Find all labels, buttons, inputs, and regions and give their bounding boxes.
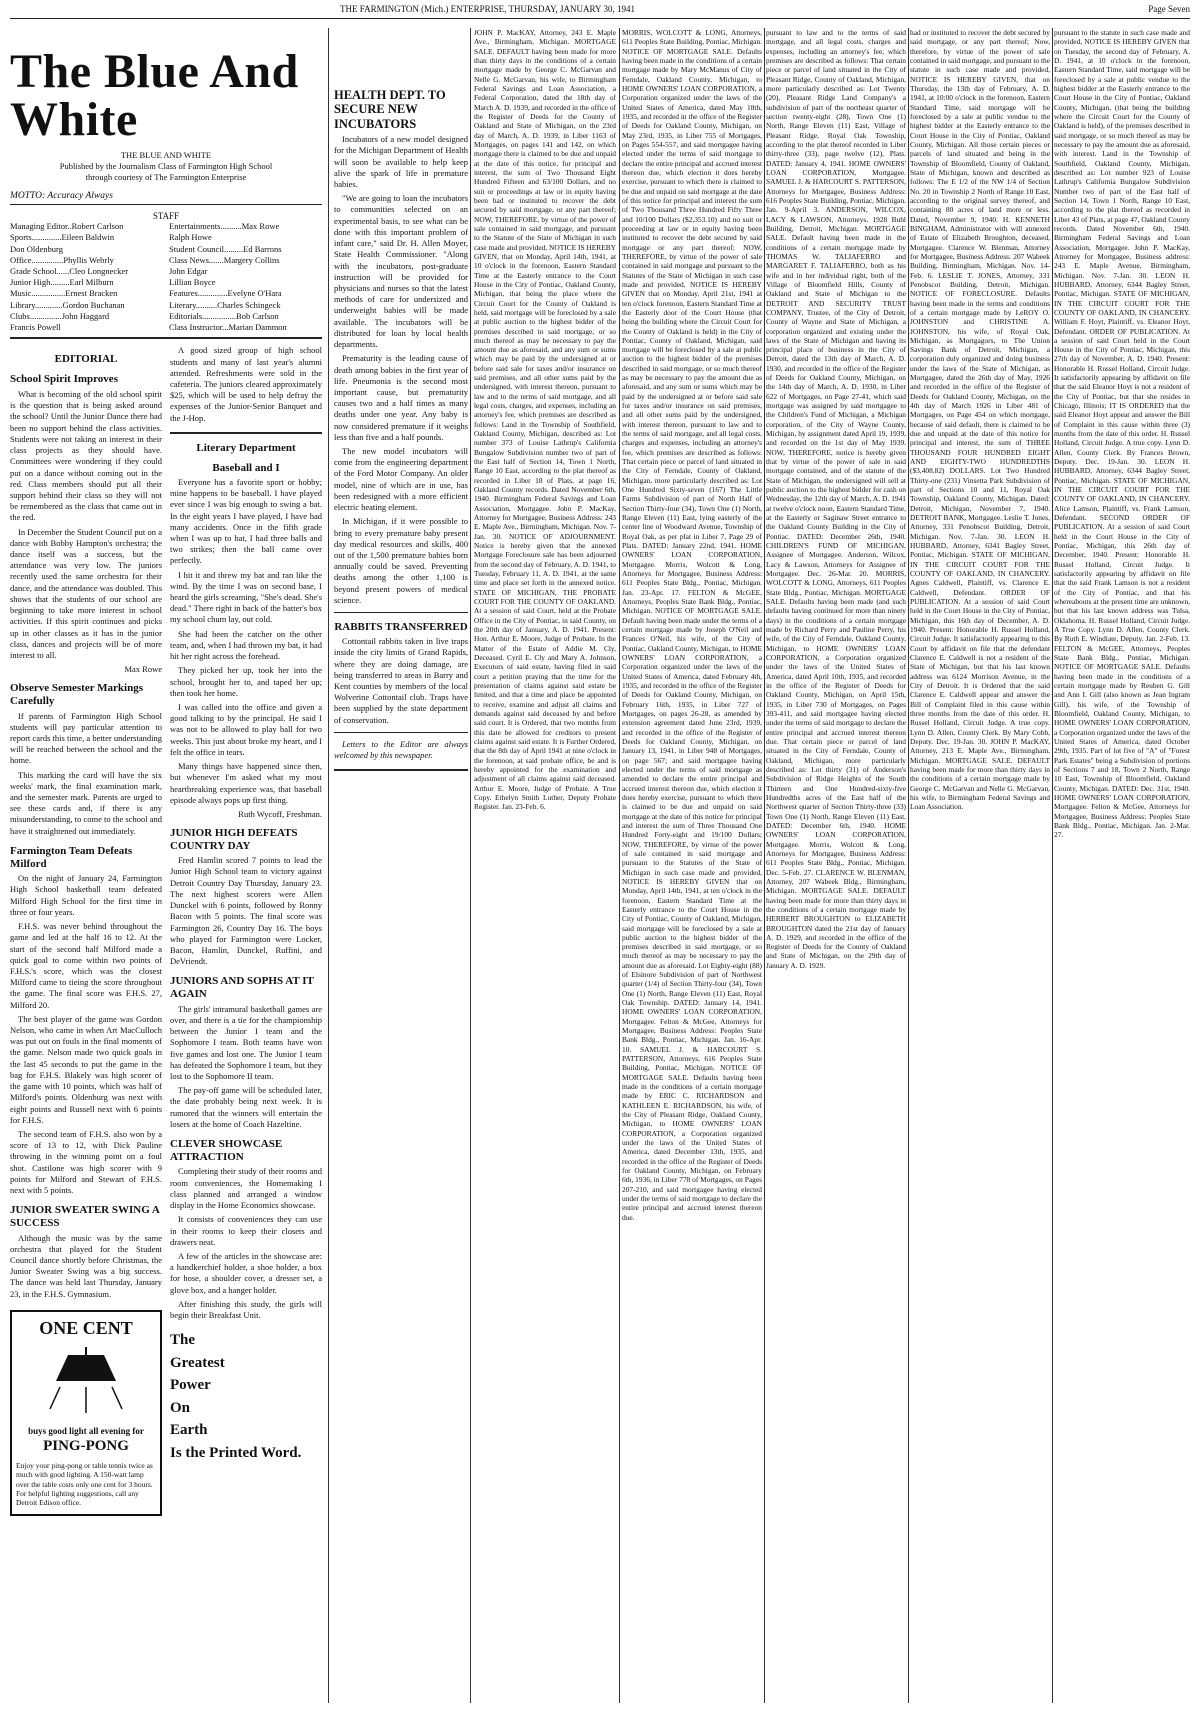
paragraph: Incubators of a new model designed for the Michigan Department of Health will soon be available to help keep alive the spark of life in premature babies. — [334, 134, 468, 189]
paragraph: I hit it and threw my bat and ran like the wind. By the time I was on second base, I heard the girls screaming, "She's dead. She's dead." There right in back of the batter's box my school chum lay, out cold. — [170, 569, 322, 625]
printed-word-slogan — [170, 1329, 322, 1464]
health-news-column — [334, 28, 468, 1703]
slogan-line: Is the Printed Word. — [170, 1444, 302, 1461]
paragraph: Prematurity is the leading cause of death among babies in the first year of life. Pneumonia is the second most important cause, but prematurity causes two and a half times as many deaths under one year. Any baby is now considered premature if it weighs less than five and a half pounds. — [334, 353, 468, 442]
column-rule — [764, 28, 765, 1703]
masthead-motto: MOTTO: Accuracy Always — [10, 191, 322, 205]
paragraph: She had been the catcher on the other team, and, when I had thrown my bat, it had hit her right across the forehead. — [170, 628, 322, 662]
paragraph: On the night of January 24, Farmington High School basketball team defeated Milford High School for the first time in three or four years. — [10, 873, 162, 917]
paragraph: "We are going to loan the incubators to communities selected on an experimental basis, to see what can be done with this important problem of infant care," said Dr. H. Allen Moyer, State Health Commissioner. "Along with the incubators, post-graduate instruction will be provided for physicians and nurses so that the latest methods of care for undersized and underweight babies will be made available. The incubators will be distributed for loan by local health departments. — [334, 193, 468, 350]
literary-section-title: Literary Department — [196, 441, 296, 454]
slogan-line: Earth — [170, 1422, 208, 1439]
legal-notices-column — [474, 28, 616, 1703]
paragraph: A good sized group of high school students and many of last year's alumni attended. Refreshments were sold in the cafeteria. The juniors cleared approximately $25, which will be used to help defray the expenses of the Junior-Senior Banquet and the J-Hop. — [170, 345, 322, 423]
column-rule — [1052, 28, 1053, 1703]
paragraph: Completing their study of their rooms and room conveniences, the Homemaking I class planned and arranged a window display in the Home Economics showcase. — [170, 1166, 322, 1211]
staff-box — [10, 221, 322, 339]
divider — [334, 612, 468, 613]
paragraph: In Michigan, if it were possible to bring to every premature baby present day medical resources and skills, 400 out of the 1,500 premature babies born annually could be saved. Preventing deaths among the other 1,100 is beyond present powers of medical science. — [334, 516, 468, 605]
paragraph: The best player of the game was Gordon Nelson, who came in when Art MacCulloch was put out on fouls in the final moments of the game. Nelson made two quick goals in the last 45 seconds to put the game in the bag for F.H.S. Blakely was high scorer of the game with 10 points, which was half of Milford's points. Oldenburg was next with eight points and Russell next with 6 points for F.H.S. — [10, 1013, 162, 1125]
editorial-section-title: EDITORIAL — [54, 353, 118, 366]
paragraph: Cottontail rabbits taken in live traps inside the city limits of Grand Rapids, where they are doing damage, are being transferred to areas in Barry and Kent counties by members of the local Wolverine Cottontail club. Traps have been supplied by the state department of conservation. — [334, 636, 468, 725]
headline-rabbits: RABBITS TRANSFERRED — [334, 621, 468, 634]
slogan-line: On — [170, 1399, 191, 1416]
paragraph: In December the Student Council put on a dance with Bobby Hampton's orchestra; the dance itself was a success, but the attendance was very low. The juniors recently used the same orchestra for their dance, and the attendance was doubled. This shows that the students of our school are beginning to take more interest in school activities. If this spirit continues and picks up in other classes as it has in the junior class, dances and projects will be of more interest to all. — [10, 526, 162, 660]
headline-semester-markings: Observe Semester Markings Carefully — [10, 682, 143, 707]
paragraph: The pay-off game will be scheduled later, the date probably being next week. It is rumored that the winners will entertain the losers at the home of Coach Hazeltine. — [170, 1085, 322, 1129]
masthead-courtesy: through courtesy of The Farmington Enterprise — [85, 172, 247, 183]
header-dateline: THE FARMINGTON (Mich.) ENTERPRISE, THURSDAY, JANUARY 30, 1941 — [340, 4, 635, 14]
headline-sweater-swing: JUNIOR SWEATER SWING A SUCCESS — [10, 1204, 160, 1229]
paragraph: F.H.S. was never behind throughout the game and led at the half 16 to 12. At the start of the second half Milford made a quick goal to come within two points of F.H.S.'s score, which was the closest Milford came to tieing the score throughout the game. The final score was F.H.S. 27, Milford 20. — [10, 921, 162, 1010]
literary-subcolumn — [170, 345, 322, 1515]
staff-list-left: Managing Editor..Robert Carlson Sports..............Eileen Baldwin Don Oldenburg Office...............Phyllis Webrly Grade School......Cleo Longnecker Junior High.........Earl Milburn Music................Ernest Bracken Library.............Gordon Buchanan Clubs...............John Haggard Francis Powell — [10, 221, 129, 333]
legal-notices-column — [910, 28, 1050, 1703]
headline-incubators: HEALTH DEPT. TO SECURE NEW INCUBATORS — [334, 88, 446, 131]
column-rule — [908, 28, 909, 1703]
ad-fine-print: Enjoy your ping-pong or table tennis twice as much with good lighting. A 150-watt lamp over the table costs only one cent for 3 hours. For helpful lighting suggestions, call any Detroit Edison office. — [16, 1460, 153, 1508]
staff-list-right: Entertainments..........Max Rowe Ralph Howe Student Council.........Ed Barrons Class News.......Margery Collins John Edgar Lillian Boyce Features..............Evelyne O'Hara Literary..........Charles Schingeck Editorials................Bob Carlson Class Instructor...Marian Dammon — [169, 221, 287, 333]
letters-note: Letters to the Editor are always welcomed by this newspaper. — [334, 738, 468, 761]
ad-product: PING-PONG — [43, 1437, 129, 1454]
headline-juniors-sophs: JUNIORS AND SOPHS AT IT AGAIN — [170, 975, 314, 1001]
legal-notice-text: pursuant to law and to the terms of said mortgage, and all legal costs, charges and expenses, including an attorney's fee, which premises are described as follows: That certain piece or parcel of land situated in the City of Pleasant Ridge, County of Oakland, Michigan, more particularly described as: Lot Twenty (20), Pleasant Ridge Land Company's a subdivision of part of the northeast quarter of section twenty-eight (28), Town One (1) North, Range Eleven (11) East, Village of Pleasant Ridge, Royal Oak Township, according to the plat thereof recorded in Liber thirty-three (33), page twelve (12), Plats. DATED: January 4, 1941. HOME OWNERS' LOAN CORPORATION, Mortgagee. SAMUEL J. & HARCOURT S. PATTERSON, Attorneys for Mortgagee, Business Address: 616 Peoples State Building, Pontiac, Michigan. Jan. 9-April 3. ANDERSON, WILCOX, LACY & LAWSON, Attorneys, 1928 Buhl Building, Detroit, Michigan. MORTGAGE SALE. Default having been made in the conditions of a certain mortgage made by THOMAS W. TALIAFERRO and MARGARET F. TALIAFERRO, both as his wife and in her individual right, both of the Village of Bloomfield Hills, County of Oakland and State of Michigan to the DETROIT AND SECURITY TRUST COMPANY, Trustee, of the City of Detroit, County of Wayne and State of Michigan, a corporation organized and existing under the laws of the State of Michigan and having its principal place of business in the City of Detroit, dated the 13th day of March, A. D. 1930, and recorded in the office of the Register of Deeds for Oakland County, Michigan, on the 14th day of March, A. D. 1930, in Liber 622 of Mortgages, on Page 27-41, which said mortgage was assigned by said mortgagee to the Children's Fund of Michigan, a Michigan corporation, of the City of Wayne County, Michigan, by assignment dated April 19, 1939, and recorded on the 1st day of May 1939. NOW, THEREFORE, notice is hereby given that by virtue of the power of sale in said mortgage contained, and of the statute of the State of Michigan, the undersigned will sell at public auction to the highest bidder for cash on Wednesday, the 12th day of March, A. D. 1941 at twelve o'clock noon, Eastern Standard Time, at the Easterly or Saginaw Street entrance to the Oakland County Building in the City of Pontiac. DATED: December 26th, 1940. CHILDREN'S FUND OF MICHIGAN, Assignee of Mortgagee. Anderson, Wilcox, Lacy & Lawson, Attorneys for Assignee of Mortgagee. Dec. 26-Mar. 20. MORRIS, WOLCOTT & LONG, Attorneys, 611 Peoples State Bldg., Pontiac, Michigan. MORTGAGE SALE. Defaults having been made (and such defaults having continued for more than ninety days) in the conditions of a certain mortgage made by Richard Perry and Pauline Perry, his wife, of the City of Ferndale, Oakland County, Michigan, to HOME OWNERS' LOAN CORPORATION, a Corporation organized under the laws of the United States of America, dated April 10th, 1935, and recorded in the office of the Register of Deeds for Oakland County, Michigan, on April 15th, 1935, in Liber 730 of Mortgages, on Pages 393-411, and said mortgagee having elected under the terms of said mortgage to declare the entire principal and accrued interest thereon due. That certain piece or parcel of land situated in the City of Ferndale, County of Oakland, Michigan, more particularly described as: Lot thirty (31) of Anderson's Subdivision of Ridge Heights of the South Thirteen and One Hundred-sixty-five Hundredths acres of the East half of the Northwest quarter of Section Thirty-three (33) Town One (1) North, Range Eleven (11) East. DATED: December 6th, 1940. HOME OWNERS' LOAN CORPORATION, Mortgagee. Morris, Wolcott & Long, Attorneys for Mortgagee, Business Address: 611 Peoples State Bldg., Pontiac, Michigan. Dec. 5-Feb. 27. CLARENCE W. BLENMAN, Attorney, 207 Wabeek Bldg., Birmingham, Michigan. MORTGAGE SALE. DEFAULT having been made for more than thirty days in the conditions of a certain mortgage made by HERBERT BROUGHTON to ELIZABETH BROUGHTON dated the 21st day of January A. D. 1929, and recorded in the office of the Register of Deeds for the County of Oakland and State of Michigan, on the 29th day of January A. D. 1929. — [766, 28, 906, 970]
divider — [334, 769, 468, 771]
staff-heading: STAFF — [152, 211, 180, 222]
paragraph: This marking the card will have the six weeks' mark, the final examination mark, and the semester mark. Parents are urged to see these cards and, if there is any misunderstanding, to come to the school and have it straightened out immediately. — [10, 769, 162, 836]
masthead-subtitle: THE BLUE AND WHITE — [120, 150, 212, 160]
paragraph: Fred Hamlin scored 7 points to lead the Junior High School team to victory against Detroit Country Day Thursday, January 23. The next highest scorers were Allen Dunckel with 6 points, followed by Ronny Bacon with 5 points. The final score was Farmington 26, Country Day 16. The boys who played for Farmington were Locker, Bacon, Hamlin, Dunckel, Ruffini, and DeVriendt. — [170, 855, 322, 967]
editorial-subcolumn — [10, 345, 162, 1515]
header-page-number: Page Seven — [1148, 4, 1190, 14]
paragraph: A few of the articles in the showcase are: a handkerchief holder, a shoe holder, a box for hose, a shoulder cover, a dresser set, a glove box, and a hanger holder. — [170, 1250, 322, 1295]
slogan-line: Power — [170, 1377, 211, 1394]
headline-school-spirit: School Spirit Improves — [10, 373, 118, 386]
ad-title: ONE CENT — [39, 1317, 133, 1338]
legal-notices-column — [622, 28, 762, 1703]
paragraph: Everyone has a favorite sport or hobby; mine happens to be baseball. I have played ever since I was big enough to swing a bat. In the eight years I have played, I have had many accidents. Once in the fifth grade when I was up to bat, I had three balls and two strikes; then the ball came over perfectly. — [170, 476, 322, 566]
column-rule — [470, 28, 471, 1703]
headline-farmington-milford: Farmington Team Defeats Milford — [10, 844, 133, 870]
paragraph: If parents of Farmington High School students will pay particular attention to report cards this time, a better understanding will be reached between the school and the home. — [10, 710, 162, 766]
slogan-line: The — [170, 1332, 196, 1349]
page-header — [10, 4, 1190, 19]
legal-notices-column — [766, 28, 906, 1703]
legal-notice-text: had or instituted to recover the debt secured by said mortgage, or any part thereof; Now, therefore, by virtue of the power of sale contained in said mortgage, and pursuant to the statute in such case made and provided, NOTICE IS HEREBY GIVEN, that on Thursday, the 13th day of February, A. D. 1941, at 10:00 o'clock in the forenoon, Eastern Standard Time, said mortgage will be foreclosed by a sale at public vendue to the highest bidder at the Easterly entrance to the Court House in the City of Pontiac, Oakland County, Michigan. All those certain pieces or parcels of land situated and being in the Township of Bloomfield, County of Oakland, State of Michigan, known and described as follows: The E 1/2 of the NW 1/4 of Section No. 20 in Township 2 North of Range 10 East, according to the original survey thereof, and containing 80 acres of land more or less. Dated, November 9, 1940. H. KENNETH BINGHAM, Administrator with will annexed of Estate of Elizabeth Broughton, deceased, Mortgagee. Clarence W. Blenman, Attorney for Mortgagee, Business Address: 207 Wabeek Building, Birmingham, Michigan. Nov. 14-Feb. 6. LESLIE T. JONES, Attorney, 331 Penobscot Building, Detroit, Michigan. NOTICE OF FORECLOSURE. Defaults having been made in the terms and conditions of a certain mortgage made by LeROY O. JOHNSTON and CHRISTINE A. JOHNSTON, his wife, of Royal Oak, Michigan, as Mortgagors, to The Union Savings Bank of Detroit, Michigan, a corporation duly organized and doing business under the laws of the State of Michigan, as Mortgagee, dated the 26th day of May, 1926 and recorded in the office of the Register of Deeds for Oakland County, Michigan, on the 4th day of March 1926 in Liber 481 of Mortgages, on Page 454 on which mortgage, because of said default, there is claimed to be due and unpaid at the date of this notice for principal and interest, the sum of THREE THOUSAND FOUR HUNDRED EIGHT AND EIGHTY-TWO HUNDREDTHS ($3,408.82) DOLLARS. Lot Two Hundred Thirty-one (231) Vinsetta Park Subdivision of part of Sections 10 and 11, Royal Oak Township, Oakland County, Michigan. Dated: Detroit, Michigan, November 7, 1940. DETROIT BANK, Mortgagee. Leslie T. Jones, Attorney, 331 Penobscot Building, Detroit, Michigan. Nov. 7-Jan. 30. LEON H. HUBBARD, Attorney, 6341 Bagley Street, Pontiac, Michigan. STATE OF MICHIGAN, IN THE CIRCUIT COURT FOR THE COUNTY OF OAKLAND, IN CHANCERY. Agnes Caldwell, Plaintiff, vs. Clarence E. Caldwell, Defendant. ORDER OF PUBLICATION. At a session of said Court held in the Court House in the City of Pontiac, Michigan, this 16th day of December, A. D. 1940. Present: Honorable H. Russel Holland, Circuit Judge. It satisfactorily appearing to this Court by affidavit on file that the defendant Clarence E. Caldwell is not a resident of the State of Michigan, but that his last known address was 6124 Morrison Avenue, in the City of Detroit. It is Ordered that the said Clarence E. Caldwell appear and answer the Bill of Complaint filed in this cause within three months from the date of this order. H. Russel Holland, Circuit Judge. A true copy. Lynn D. Allen, County Clerk. By Mary Cobb, Deputy. Dec. 19-Jan. 30. JOHN P. MacKAY, Attorney, 213 E. Maple Ave., Birmingham, Michigan. MORTGAGE SALE. DEFAULT having been made for more than thirty days in the conditions of a certain mortgage made by George C. McGarvan and Nelle G. McGarvan, his wife, to Birmingham Federal Savings and Loan Association. — [910, 28, 1050, 812]
divider — [170, 432, 322, 434]
legal-notices-column — [1054, 28, 1190, 1703]
paragraph: The girls' intramural basketball games are over, and there is a tie for the championship between the Junior I team and the Sophomore I team. Both teams have won five games and lost one. The Junior I team has defeated the Sophomore I team, but they lost to the Sophomore II team. — [170, 1003, 322, 1082]
paragraph: What is becoming of the old school spirit is the question that is being asked around the school? Until the Junior Dance there had been no support behind the class activities. Students were not taking an interest in their class projects as they should have. Committees were wondering if they could put on a dance without coming out in the red. Class members should put all their support behind their class so they will not be remembered as the class that came out in the red. — [10, 388, 162, 523]
paragraph: The second team of F.H.S. also won by a score of 13 to 12, with Dick Pauline throwing in the winning point on a foul shot. Castilone was high scorer with 9 points for Milford and Stewart of F.H.S. next with 5 points. — [10, 1129, 162, 1196]
paragraph: I was called into the office and given a good talking to by the principal. He said I was not to be allowed to play ball for two weeks. This just about broke my heart, and I felt the office in tears. — [170, 702, 322, 757]
paragraph: The new model incubators will come from the engineering department of the Ford Motor Company. An older model, nine of which are in use, has been redesigned with a more efficient electric heating element. — [334, 446, 468, 513]
headline-junior-high: JUNIOR HIGH DEFEATS COUNTRY DAY — [170, 826, 298, 852]
legal-notice-text: pursuant to the statute in such case made and provided, NOTICE IS HEREBY GIVEN that on Tuesday, the second day of February, A. D. 1941, at 10 o'clock in the forenoon, Eastern Standard Time, said mortgage will be foreclosed by a sale at public vendue to the highest bidder at the Easterly entrance to the Court House in the City of Pontiac, Oakland County, Michigan, (that being the building where the Circuit Court for the County of Oakland is held), of the premises described in said mortgage, or so much thereof as may be necessary to pay the amount due as aforesaid, with interest. Land in the Township of Southfield, Oakland County, Michigan, described as: Lot number 923 of Louise Lathrup's California Bungalow Subdivision Number two of part of the East half of Section 14, Town 1 North, Range 10 East, according to the plat thereof as recorded in Liber 43 of Plats, at page 47, Oakland County records. Dated November 6th, 1940. Birmingham Federal Savings and Loan Association, Mortgagee. John P. MacKay, Attorney for Mortgagee, Business address: 243 E. Maple Avenue, Birmingham, Michigan. Nov. 7-Jan. 30. LEON H. HUBBARD, Attorney, 6344 Bagley Street, Pontiac, Michigan. STATE OF MICHIGAN, IN THE CIRCUIT COURT FOR THE COUNTY OF OAKLAND, IN CHANCERY. William F. Hoyt, Plaintiff, vs. Eleanor Hoyt, Defendant. ORDER OF PUBLICATION. At a session of said Court held in the Court House in the City of Pontiac, Michigan, this 27th day of November, A. D. 1940. Present: Honorable H. Russel Holland, Circuit Judge. It satisfactorily appearing by affidavit on file that the said Eleanor Hoyt is not a resident of the City of Pontiac, but that she resides in Chicago, Illinois; IT IS ORDERED that the said Eleanor Hoyt appear and answer the Bill of Complaint in this cause within three (3) months from the date of this order. H. Russel Holland, Circuit Judge. A true copy. Lynn D. Allen, County Clerk. By Frances Brown, Deputy. Dec. 19-Jan. 30. LEON H. HUBBARD, Attorney, 6344 Bagley Street, Pontiac, Michigan. STATE OF MICHIGAN, IN THE CIRCUIT COURT FOR THE COUNTY OF OAKLAND, IN CHANCERY. Alice Lamson, Plaintiff, vs. Frank Lamson, Defendant. SECOND ORDER OF PUBLICATION. At a session of said Court held in the Court House in the City of Pontiac, Michigan, this 26th day of December, 1940. Present: Honorable H. Russel Holland, Circuit Judge. It satisfactorily appearing by affidavit on file that the said Frank Lamson is not a resident of the City of Pontiac, and that his whereabouts at the present time are unknown, but that his last known address was Tulsa, Oklahoma. H. Russel Holland, Circuit Judge. A True Copy. Lynn D. Allen, County Clerk. By Ruth E. Windiate, Deputy. Jan. 2-Feb. 13. FELTON & McGEE, Attorneys, Peoples State Bank Bldg., Pontiac, Michigan. NOTICE OF MORTGAGE SALE. Defaults having been made in the conditions of a certain mortgage made by Reuben G. Gill and Ann I. Gill (also known as Jean Ingram Gill), his wife, of the Township of Bloomfield, Oakland County, Michigan, to HOME OWNERS' LOAN CORPORATION, a Corporation organized under the laws of the United States of America, dated October 29th, 1935. Part of lot five of "A" of "Forest Park Estates" being a Subdivision of portions of Sections 7 and 18, Town 2 North, Range 10 East, Township of Bloomfield, Oakland County, Michigan. DATED: Dec. 31st, 1940. HOME OWNERS' LOAN CORPORATION, Mortgagee. Felton & McGee, Attorneys for Mortgagee, Business Address: Peoples State Bank Bldg., Pontiac, Michigan. Jan. 2-Mar. 27. — [1054, 28, 1190, 840]
school-news-column — [10, 28, 322, 1703]
paragraph: It consists of conveniences they can use in their rooms to keep their closets and drawers neat. — [170, 1214, 322, 1247]
byline: Ruth Wycoff, Freshman. — [238, 808, 322, 819]
slogan-line: Greatest — [170, 1354, 225, 1371]
masthead-title: The Blue And White — [10, 45, 299, 146]
paragraph: After finishing this study, the girls will begin their Breakfast Unit. — [170, 1298, 322, 1321]
legal-notice-text: JOHN P. MacKAY, Attorney, 243 E. Maple Ave., Birmingham, Michigan. MORTGAGE SALE. DEFAULT having been made for more than thirty days in the conditions of a certain mortgage made by George C. McGarvan and Nelle G. McGarvan, his wife, to Birmingham Federal Savings and Loan Association, a Federal Corporation, dated the 18th day of March A. D. 1939, and recorded in the office of the Register of Deeds for the County of Oakland and State of Michigan, on the 23rd day of March, A. D. 1939, in Liber 1163 of Mortgages, on pages 141 and 142, on which mortgage there is claimed to be due and unpaid at the date of this notice, for principal and interest, the sum of Two Thousand Eight Hundred Fifteen and 63/100 Dollars, and no suit or proceedings at law or in equity having been had or instituted to recover the debt secured by said mortgage, or any part thereof; NOW, THEREFORE, by virtue of the power of sale contained in said mortgage, and pursuant to the Statute of the State of Michigan in such case made and provided, NOTICE IS HEREBY GIVEN, that on Monday, April 14th, 1941, at 10 o'clock in the forenoon, Eastern Standard Time at the Easterly entrance to the Court House in the City of Pontiac, Oakland County, Michigan, that being the place where the Circuit Court for the County of Oakland is held, said mortgage will be foreclosed by a sale at public auction to the highest bidder of the premises described in said mortgage, or so much thereof as may be necessary to pay the amount due as aforesaid, and any sum or sums which may be paid by the undersigned at or before said sale for taxes and/or insurance on said premises, and all other sums paid by the undersigned, with interest thereon, pursuant to law and to the terms of said mortgage, and all legal costs, charges, and expenses, including an attorney's fee, which premises are described as follows: Land in the Township of Southfield, Oakland County, Michigan, described as: Lot number 373 of Louise Lathrup's California Bungalow Subdivision number two of part of the East half of Section 14, Town 1 North, Range 10 East, according to the plat thereof as recorded in Liber 18 of Plats, at page 16, Oakland County records. Dated November 6th, 1940. Birmingham Federal Savings and Loan Association, Mortgagee. John P. MacKay, Attorney for Mortgagee, Business Address: 243 E. Maple Ave., Birmingham, Michigan. Nov. 7-Jan. 30. NOTICE OF ADJOURNMENT. Notice is hereby given that the annexed Mortgage Foreclosure sale has been adjourned from the second day of February, A. D. 1941, to Tuesday, February 11, A. D. 1941, at the same time and place set forth in the annexed notice. STATE OF MICHIGAN, THE PROBATE COURT FOR THE COUNTY OF OAKLAND. At a session of said Court, held at the Probate Office in the City of Pontiac, in said County, on the 20th day of January, A. D. 1941. Present: Hon. Arthur E. Moore, Judge of Probate. In the Matter of the Estate of Addie M. Cly, Deceased. Cyril E. Cly and Mary A. Johnson, Executors of said estate, having filed in said court a petition praying that the time for the presentation of claims against said estate be limited, and that a time and place be appointed to receive, examine and adjust all claims and demands against said deceased by and before said court. It is Ordered, that two months from this date be allowed for creditors to present claims against said estate. It is Further Ordered, that the 8th day of April 1941 at nine o'clock in the forenoon, at said probate office, be and is hereby appointed for the examination and adjustment of all claims against said deceased. Arthur E. Moore, Judge of Probate. A True Copy. Ethelyn Smith Luther, Deputy Probate Register. Jan. 23-Feb. 6. — [474, 28, 616, 812]
column-rule — [619, 28, 620, 1703]
masthead-publisher: Published by the Journalism Class of Farmington High School — [59, 161, 273, 172]
paragraph: Many things have happened since then, but whenever I'm asked what my most heartbreaking experience was, that baseball episode always pops up first thing. — [170, 761, 322, 805]
paragraph: Although the music was by the same orchestra that played for the Student Council dance shortly before Christmas, the Junior Sweater Swing was a big success. The dance was held last Thursday, January 23, in the F.H.S. Gymnasium. — [10, 1232, 162, 1299]
headline-showcase: CLEVER SHOWCASE ATTRACTION — [170, 1138, 283, 1163]
school-news-subcolumns — [10, 345, 322, 1515]
ad-tagline: buys good light all evening for — [28, 1425, 144, 1436]
paragraph: They picked her up, took her into the school, brought her to, and taped her up; then took her home. — [170, 665, 322, 698]
divider — [334, 732, 468, 733]
lamp-icon — [46, 1347, 126, 1417]
legal-notice-text: MORRIS, WOLCOTT & LONG, Attorneys, 611 Peoples State Building, Pontiac, Michigan. NOTICE OF MORTGAGE SALE. Defaults having been made in the conditions of a certain mortgage made by Mary McManus of City of Ferndale, Oakland County, Michigan, to HOME OWNERS' LOAN CORPORATION, a Corporation organized under the laws of the United States of America, dated May 18th, 1935, and recorded in the office of the Register of Deeds for Oakland County, Michigan, on May 23rd, 1935, in Liber 755 of Mortgages, on Pages 554-557, and said mortgagee having elected under the terms of said mortgage to declare the entire principal and accrued interest thereon due, which election it does hereby exercise, pursuant to which there is claimed to be due and unpaid on said mortgage at the date of this notice for principal and interest the sum of Two Thousand Three Hundred Fifty Three and 10/100 Dollars ($2,353.10) and no suit or proceeding at law or in equity having been instituted to recover the debt secured by said mortgage or any part thereof; NOW, THEREFORE, by virtue of the power of sale contained in said mortgage and pursuant to the Statutes of the State of Michigan in such case made and provided, NOTICE IS HEREBY GIVEN that on Monday, April 21st, 1941 at ten o'clock forenoon, Eastern Standard Time at the Easterly door of the Court House (that being the building where the Circuit Court for the County of Oakland is held) in the City of Pontiac, County of Oakland, Michigan, said mortgage will be foreclosed by a sale at public auction to the highest bidder of the premises described in said mortgage, or so much thereof as may be necessary to pay the amount due as aforesaid, and any sum or sums which may be paid by the undersigned at or before said sale for taxes and/or insurance on said premises, and all other sums paid by the undersigned, with interest thereon, pursuant to law and to the terms of said mortgage, and all legal costs, charges and expenses, including an attorney's fee, which premises are described as follows: That certain piece or parcel of land situated in the City of Ferndale, County of Oakland, Michigan, more particularly described as: Lot One Hundred Sixty-seven (167) The Little Farms Subdivision of part of North Half of Section Thirty-four (34), Town One (1) North, Range Eleven (11) East, lying easterly of the center line of Woodward Avenue, Township of Royal Oak, as per plat in Liber 7, Page 29 of Plats. DATED: January 22nd, 1941. HOME OWNERS' LOAN CORPORATION, Mortgagee. Morris, Wolcott & Long, Attorneys for Mortgagee, Business Address: 611 Peoples State Bldg., Pontiac, Michigan. Jan. 23-Apr. 17. FELTON & McGEE, Attorneys, Peoples State Bank Bldg., Pontiac, Michigan. NOTICE OF MORTGAGE SALE. Default having been made under the terms of a certain mortgage made by Joseph O'Neil and Frances O'Neil, his wife, of the City of Pontiac, Oakland County, Michigan, to HOME OWNERS' LOAN CORPORATION, a Corporation organized under the laws of the United States of America, dated February 4th, 1935, and recorded in the office of the Register of Deeds for Oakland County, Michigan, on February 16th, 1935, in Liber 727 of Mortgages, on pages 26-28, as amended by extension agreement dated June 23rd, 1939, and recorded in the office of the Register of Deeds for Oakland County, Michigan, on January 13, 1941, in Liber 948 of Mortgages, on page 567; and said mortgagee having elected under the terms of said mortgage as amended to declare the entire principal and accrued interest thereon due, which election it does hereby exercise, pursuant to which there is claimed to be due and unpaid on said mortgage at the date of this notice for principal and interest the sum of Three Thousand One Hundred Forty-eight and 19/100 Dollars; NOW, THEREFORE, by virtue of the power of sale contained in said mortgage and pursuant to the Statutes of the State of Michigan in such case made and provided, NOTICE IS HEREBY GIVEN that on Monday, April 14th, 1941, at ten o'clock in the forenoon, Eastern Standard Time at the Easterly entrance to the Court House in the City of Pontiac, County of Oakland, Michigan, said mortgage will be foreclosed by a sale at public auction to the highest bidder of the premises described in said mortgage, or so much thereof as may be necessary to pay the amount due as aforesaid. Lot Eighty-eight (88) of Elsinore Subdivision of part of Northwest quarter (1/4) of Section Thirty-four (34), Town One (1) North, Range Eleven (11) East, Royal Oak Township. DATED: January 14, 1941. HOME OWNERS' LOAN CORPORATION, Mortgagee. Felton & McGee, Attorneys for Mortgagee, Business Address: Peoples State Bank Bldg., Pontiac, Michigan. Jan. 16-Apr. 10. SAMUEL J. & HARCOURT S. PATTERSON, Attorneys, 616 Peoples State Building, Pontiac, Michigan. NOTICE OF MORTGAGE SALE. Defaults having been made in the conditions of a certain mortgage made by ERIC C. RICHARDSON and KATHLEEN E. RICHARDSON, his wife, of the City of Pleasant Ridge, Oakland County, Michigan, to HOME OWNERS' LOAN CORPORATION, a Corporation organized under the laws of the United States of America, dated December 13th, 1935, and recorded in the office of the Register of Deeds for Oakland County, Michigan, on February 6th, 1936, in Liber 778 of Mortgages, on Pages 207-210, and said mortgagee having elected under the terms of said mortgage to declare the entire principal and accrued interest thereon due. — [622, 28, 762, 1222]
headline-baseball: Baseball and I — [212, 461, 280, 474]
ping-pong-advertisement — [10, 1310, 162, 1516]
column-rule — [328, 28, 329, 1703]
byline: Max Rowe — [124, 664, 162, 675]
